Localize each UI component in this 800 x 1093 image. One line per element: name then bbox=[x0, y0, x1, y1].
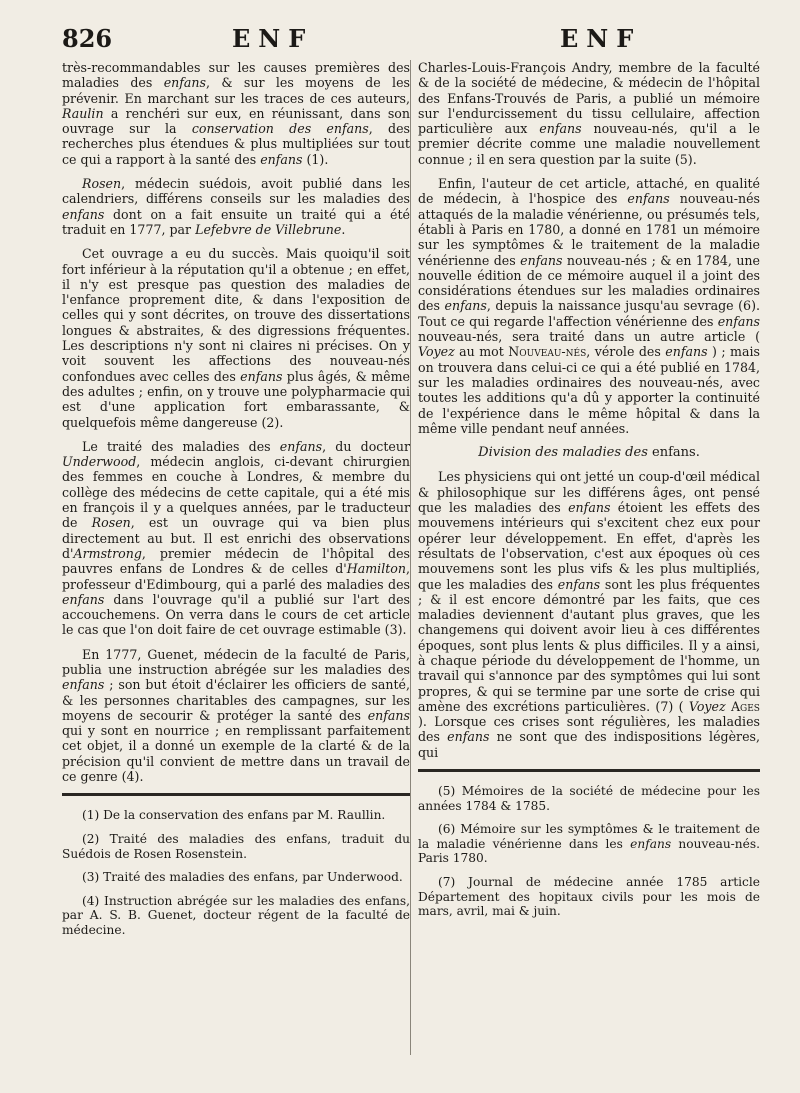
footnote: (2) Traité des maladies des enfans, traduit du Suédois de Rosen Rosenstein. bbox=[62, 831, 410, 861]
paragraph: Enfin, l'auteur de cet article, attaché, en qualité de médecin, à l'hospice des enfans nouveau-nés attaqués de la maladie vénérienne, ou présumés tels, établi à Paris en 1780, a donné en 1781 un mémoire sur les symptômes & le traitement de la maladie vénérienne des enfans nouveau-nés ; & en 1784, une nouvelle édition de ce mémoire auquel il a joint des considérations étendues sur les maladies ordinaires des enfans, depuis la naissance jusqu'au sevrage (6). Tout ce qui regarde l'affection vénérienne des enfans nouveau-nés, sera traité dans un autre article ( Voyez au mot Nouveau-nés, vérole des enfans ) ; mais on trouvera dans celui-ci ce qui a été publié en 1784, sur les maladies ordinaires des nouveau-nés, avec toutes les additions qu'a dû y apporter la continuité de l'expérience dans le même hôpital & dans la même ville pendant neuf années. bbox=[418, 176, 761, 436]
footnote: (7) Journal de médecine année 1785 article Département des hopitaux civils pour les mois de mars, avril, mai & juin. bbox=[418, 875, 760, 919]
section-heading: Division des maladies des enfans. bbox=[478, 445, 700, 461]
running-head-right: ENF bbox=[560, 24, 642, 53]
footnote: (3) Traité des maladies des enfans, par Underwood. bbox=[82, 870, 403, 885]
paragraph: En 1777, Guenet, médecin de la faculté de Paris, publia une instruction abrégée sur les maladies des enfans ; son but étoit d'éclairer les officiers de santé, & les personnes charitables des campagnes, sur les moyens de secourir & protéger la santé des enfans qui y sont en nourrice ; en remplissant parfaitement cet objet, il a donné un exemple de la clarté & de la précision qu'il convient de mettre dans un travail de ce genre (4). bbox=[62, 646, 410, 785]
footnote: (5) Mémoires de la société de médecine pour les années 1784 & 1785. bbox=[418, 784, 760, 813]
paragraph: très-recommandables sur les causes premières des maladies des enfans, & sur les moyens de les prévenir. En marchant sur les traces de ces auteurs, Raulin a renchéri sur eux, en réunissant, dans son ouvrage sur la conservation des enfans, des recherches plus étendues & plus multipliées sur tout ce qui a rapport à la santé des enfans (1). bbox=[62, 60, 410, 167]
paragraph: Cet ouvrage a eu du succès. Mais quoiqu'il soit fort inférieur à la réputation qu'il a obtenue ; en effet, il n'y est presque pas question des maladies de l'enfance proprement dite, & dans l'exposition de celles qui y sont décrites, on trouve des dissertations longues & abstraites, & des digressions fréquentes. Les descriptions n'y sont ni claires ni précises. On y voit souvent les affections des nouveau-nés confondues avec celles des enfans plus âgés, & même des adultes ; enfin, on y trouve une polypharmacie qui est d'une application fort embarassante, & quelquefois même dangereuse (2). bbox=[62, 246, 410, 430]
footnote-rule bbox=[62, 793, 410, 796]
column-divider bbox=[410, 60, 411, 1055]
right-column bbox=[418, 60, 760, 928]
paragraph: Charles-Louis-François Andry, membre de la faculté & de la société de médecine, & médecin de l'hôpital des Enfans-Trouvés de Paris, a publié un mémoire sur l'endurcissement du tissu cellulaire, affection particulière aux enfans nouveau-nés, qu'il a le premier décrite comme une maladie nouvellement connue ; il en sera question par la suite (5). bbox=[418, 60, 760, 167]
paragraph: Le traité des maladies des enfans, du docteur Underwood, médecin anglois, ci-devant chirurgien des femmes en couche à Londres, & membre du collège des médecins de cette capitale, qui a été mis en françois il y a quelques années, par le traducteur de Rosen, est un ouvrage qui va bien plus directement au but. Il est enrichi des observations d'Armstrong, premier médecin de l'hôpital des pauvres enfans de Londres & de celles d'Hamilton, professeur d'Edimbourg, qui a parlé des maladies des enfans dans l'ouvrage qu'il a publié sur l'art des accouchemens. On verra dans le cours de cet article le cas que l'on doit faire de cet ouvrage estimable (3). bbox=[62, 438, 410, 638]
footnote: (4) Instruction abrégée sur les maladies des enfans, par A. S. B. Guenet, docteur régent de la faculté de médecine. bbox=[62, 893, 410, 937]
footnote: (1) De la conservation des enfans par M. Raullin. bbox=[82, 808, 386, 823]
paragraph: Les physiciens qui ont jetté un coup-d'œil médical & philosophique sur les différens âges, ont pensé que les maladies des enfans étoient les effets des mouvemens intérieurs qui s'excitent chez eux pour opérer leur développement. En effet, d'après les résultats de l'observation, c'est aux époques où ces mouvemens sont les plus vifs & les plus multipliés, que les maladies des enfans sont les plus fréquentes ; & il est encore démontré par les faits, que ces maladies deviennent d'autant plus graves, que les changemens qui doivent avoir lieu à ces différentes époques, sont plus lents & plus difficiles. Il y a ainsi, à chaque période du développement de l'homme, un travail qui s'annonce par des symptômes qui lui sont propres, & qui se termine par une sorte de crise qui amène des excrétions particulières. (7) ( Voyez Ages ). Lorsque ces crises sont régulières, les maladies des enfans ne sont que des indispositions légères, qui bbox=[418, 469, 760, 760]
footnote: (6) Mémoire sur les symptômes & le traitement de la maladie vénérienne dans les enfans nouveau-nés. Paris 1780. bbox=[418, 822, 760, 866]
footnote-rule bbox=[418, 769, 760, 772]
running-head bbox=[62, 22, 780, 56]
running-head-left: ENF bbox=[232, 24, 314, 53]
paragraph: Rosen, médecin suédois, avoit publié dans les calendriers, différens conseils sur les maladies des enfans dont on a fait ensuite un traité qui a été traduit en 1777, par Lefebvre de Villebrune. bbox=[62, 176, 410, 237]
page-number: 826 bbox=[62, 24, 113, 53]
left-column bbox=[62, 60, 410, 947]
